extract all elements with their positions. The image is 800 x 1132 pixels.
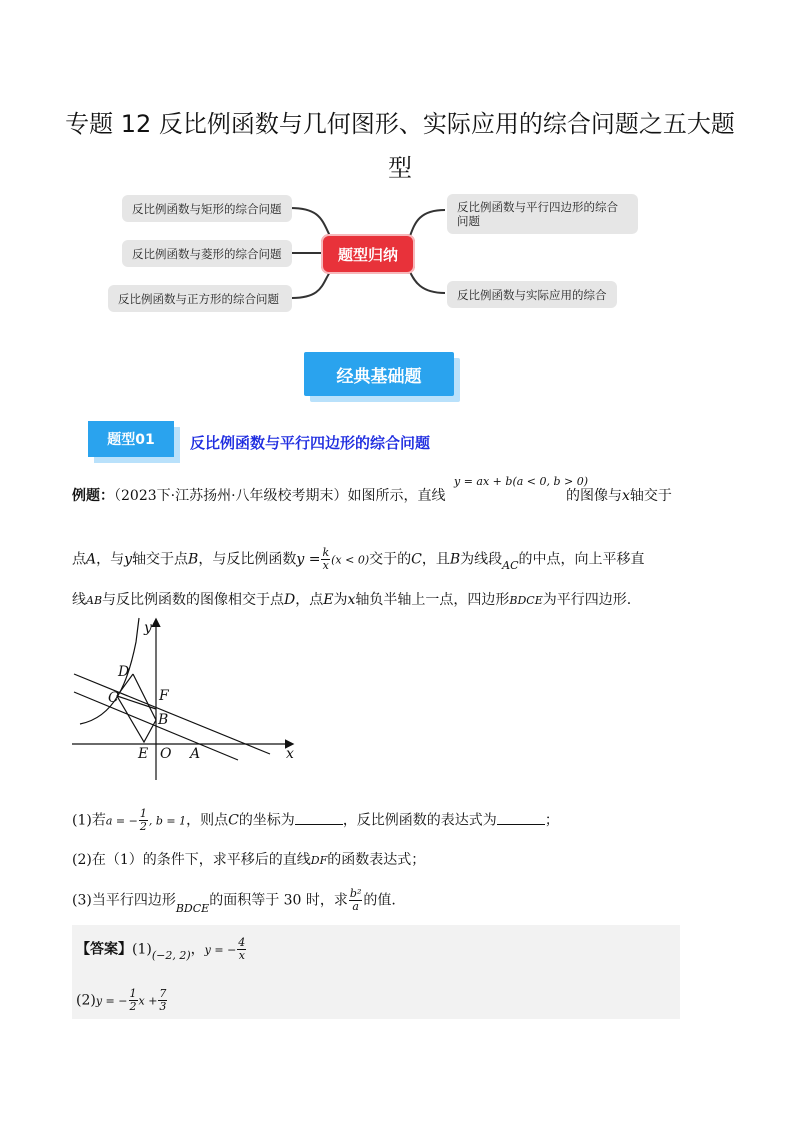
answer-fraction-4x	[237, 937, 246, 962]
question-3	[72, 888, 396, 913]
mindmap-node-right-1: 反比例函数与平行四边形的综合问题	[447, 194, 638, 234]
mindmap-node-left-2: 反比例函数与菱形的综合问题	[122, 240, 292, 267]
line-equation: y = ax + b(a < 0, b > 0)	[454, 475, 589, 488]
tag-label: 题型01	[88, 421, 174, 457]
func-fraction	[321, 547, 330, 572]
connector-left-1	[290, 208, 330, 236]
answer-blank-2[interactable]	[497, 810, 545, 825]
fraction-b2-over-a	[349, 888, 362, 913]
answer-func-lhs: y = −	[204, 943, 237, 957]
example-source: （2023下·江苏扬州·八年级校考期末）如图所示，直线	[114, 488, 446, 504]
answer-index: (2)	[76, 992, 96, 1009]
text: ，且	[421, 551, 450, 568]
mindmap-node-right-2: 反比例函数与实际应用的综合	[447, 281, 617, 308]
connector-left-3	[292, 272, 330, 298]
text: ，	[190, 941, 205, 958]
denominator: 2	[129, 1000, 137, 1013]
text: 的值.	[363, 892, 396, 909]
numerator: 4	[238, 936, 246, 949]
var-x: x	[347, 592, 356, 608]
example-line-2	[72, 547, 645, 572]
eq-a: a = −	[105, 814, 138, 828]
question-1	[72, 808, 559, 833]
line-DF: DF	[310, 854, 328, 867]
mindmap-center: 题型归纳	[321, 234, 415, 274]
quad-BDCE: BDCE	[175, 901, 210, 915]
numerator: 1	[139, 807, 147, 820]
page-title	[60, 102, 740, 190]
func-lhs: y =	[296, 551, 321, 568]
label-A: A	[190, 746, 201, 762]
text: (2)在（1）的条件下，求平移后的直线	[72, 852, 311, 868]
text: 为线段	[460, 551, 503, 568]
question-type-tag	[88, 421, 174, 457]
example-label: 例题：	[72, 488, 114, 504]
text: (1)若	[72, 812, 106, 829]
segment-AC: AC	[502, 558, 519, 572]
answer-point: (−2, 2)	[151, 948, 191, 962]
text: 线	[72, 592, 86, 608]
var-B: B	[188, 551, 199, 568]
fraction-half	[139, 808, 148, 833]
denominator: x	[238, 949, 245, 962]
var-x: x	[622, 488, 630, 504]
answer-func-lhs: y = −	[95, 994, 128, 1008]
label-B: B	[158, 712, 169, 728]
label-F: F	[159, 688, 169, 704]
var-B: B	[449, 551, 461, 568]
text: ，则点	[186, 812, 229, 829]
quad-BDCE: BDCE	[509, 594, 543, 607]
var-C: C	[411, 551, 422, 568]
var-C: C	[228, 812, 239, 829]
mindmap-node-left-3: 反比例函数与正方形的综合问题	[108, 285, 292, 312]
answer-mid: x +	[138, 994, 158, 1008]
text: ，与反比例函数	[198, 551, 297, 568]
label-O: O	[160, 746, 172, 762]
text: 的函数表达式；	[327, 852, 426, 868]
label-D: D	[118, 664, 130, 680]
line-DF	[74, 674, 270, 754]
text: 的图像与	[566, 488, 622, 504]
numerator: k	[322, 546, 330, 559]
title-line-1: 专题 12 反比例函数与几何图形、实际应用的综合问题之五大题	[65, 110, 735, 138]
example-line-1	[72, 486, 446, 506]
parallelogram	[117, 674, 156, 742]
text: (3)当平行四边形	[72, 892, 176, 909]
denominator: x	[322, 559, 329, 572]
answer-line-1	[76, 937, 247, 962]
text: ，反比例函数的表达式为	[342, 812, 497, 829]
text: 的面积等于 30 时，求	[209, 892, 348, 909]
text: 轴负半轴上一点，四边形	[355, 592, 510, 608]
text: 点	[72, 551, 86, 568]
hyperbola-curve	[80, 618, 139, 724]
denominator: 3	[159, 1000, 167, 1013]
eq-b: , b = 1	[148, 814, 187, 828]
text: ；	[544, 812, 559, 829]
text: 轴交于点	[132, 551, 189, 568]
line-AB: AB	[86, 594, 103, 607]
mindmap-node-left-1: 反比例函数与矩形的综合问题	[122, 195, 292, 222]
answer-fraction-seven-thirds	[158, 988, 167, 1013]
label-y: y	[144, 620, 152, 636]
text: 交于的	[369, 551, 412, 568]
connector-right-2	[410, 272, 445, 293]
section-banner	[304, 352, 454, 398]
banner-label: 经典基础题	[304, 352, 454, 396]
var-y: y	[124, 551, 133, 568]
answer-fraction-half	[129, 988, 138, 1013]
denominator: 2	[139, 820, 147, 833]
numerator: 1	[129, 987, 137, 1000]
answer-blank-1[interactable]	[295, 810, 343, 825]
text: 与反比例函数的图像相交于点	[102, 592, 285, 608]
answer-line-2	[76, 988, 168, 1013]
denominator: a	[352, 900, 359, 913]
question-2	[72, 850, 425, 871]
example-line-3	[72, 590, 631, 611]
text: ，与	[96, 551, 125, 568]
section-title: 反比例函数与平行四边形的综合问题	[190, 434, 431, 452]
answer-index: (1)	[132, 941, 152, 958]
text: 为平行四边形.	[542, 592, 632, 608]
connector-right-1	[410, 210, 445, 236]
title-line-2: 型	[388, 154, 412, 182]
text: 轴交于	[629, 488, 672, 504]
geometry-figure	[60, 612, 310, 787]
text: 的中点，向上平移直	[518, 551, 645, 568]
answer-label: 【答案】	[76, 941, 132, 958]
label-x: x	[286, 746, 294, 762]
numerator: b²	[349, 887, 362, 900]
label-C: C	[108, 690, 119, 706]
text: 的坐标为	[238, 812, 295, 829]
text: ，点	[295, 592, 324, 608]
text: 为	[333, 592, 348, 608]
var-E: E	[323, 592, 334, 608]
var-D: D	[284, 592, 296, 608]
example-line-1-end	[566, 486, 672, 506]
func-condition: (x < 0)	[331, 553, 370, 567]
var-A: A	[86, 551, 97, 568]
label-E: E	[138, 746, 149, 762]
numerator: 7	[159, 987, 167, 1000]
